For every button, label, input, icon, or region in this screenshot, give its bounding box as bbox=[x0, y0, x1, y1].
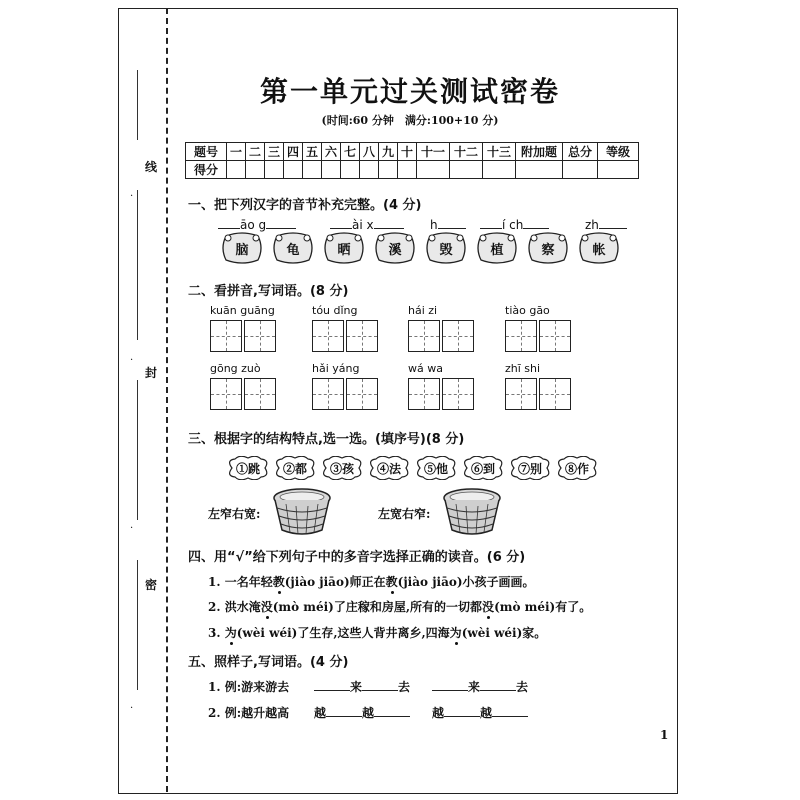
section2-heading: 二、看拼音,写词语。(8 分) bbox=[188, 284, 349, 299]
option-cloud: ②都 bbox=[273, 456, 317, 480]
char-badge: 帐 bbox=[577, 232, 621, 264]
score-header-cell: 总分 bbox=[563, 143, 598, 161]
pinyin-blank-2[interactable]: ài x bbox=[330, 218, 404, 232]
score-input-cell[interactable] bbox=[246, 161, 265, 179]
score-header-cell: 十一 bbox=[417, 143, 450, 161]
pinyin-word-box: gōng zuò bbox=[210, 362, 278, 410]
word-blank[interactable] bbox=[444, 716, 480, 717]
writing-cell[interactable] bbox=[539, 378, 571, 410]
pinyin-choice[interactable]: (mò méi)了庄稼和房屋,所有的一切都 bbox=[272, 600, 483, 614]
binding-dashed-line bbox=[166, 8, 168, 792]
score-header-cell: 十三 bbox=[483, 143, 516, 161]
writing-cell[interactable] bbox=[408, 378, 440, 410]
section5-heading: 五、照样子,写词语。(4 分) bbox=[188, 655, 349, 670]
pinyin-word-box: kuān guāng bbox=[210, 304, 278, 352]
margin-char-feng: 封 bbox=[145, 366, 158, 380]
word-blank[interactable] bbox=[314, 690, 350, 691]
writing-cell[interactable] bbox=[346, 378, 378, 410]
score-input-cell[interactable] bbox=[265, 161, 284, 179]
writing-cell[interactable] bbox=[210, 378, 242, 410]
char-badge: 察 bbox=[526, 232, 570, 264]
pinyin-word-box: wá wa bbox=[408, 362, 476, 410]
score-input-cell[interactable] bbox=[322, 161, 341, 179]
margin-line-name bbox=[137, 70, 138, 140]
example-1: 1. 例:游来游去 来 去 来 去 bbox=[208, 680, 529, 694]
writing-cell[interactable] bbox=[312, 378, 344, 410]
section1-heading: 一、把下列汉字的音节补充完整。(4 分) bbox=[188, 198, 422, 213]
writing-cell[interactable] bbox=[539, 320, 571, 352]
score-header-cell: 五 bbox=[303, 143, 322, 161]
score-table-header-row bbox=[186, 143, 639, 161]
char-badge: 脑 bbox=[220, 232, 264, 264]
pinyin-blank-4[interactable]: í ch bbox=[480, 218, 549, 232]
score-input-cell[interactable] bbox=[516, 161, 563, 179]
pinyin-blank-3[interactable]: h bbox=[430, 218, 466, 232]
score-table-score-row bbox=[186, 161, 639, 179]
score-input-cell[interactable] bbox=[398, 161, 417, 179]
score-input-cell[interactable] bbox=[379, 161, 398, 179]
margin-mark: . bbox=[130, 520, 134, 531]
pinyin-word-box: tiào gāo bbox=[505, 304, 573, 352]
score-header-cell: 九 bbox=[379, 143, 398, 161]
pinyin-blank-5[interactable]: zh bbox=[585, 218, 627, 232]
section4-heading: 四、用“√”给下列句子中的多音字选择正确的读音。(6 分) bbox=[188, 550, 526, 565]
sentence-1: 1. 一名年轻教(jiào jiāo)师正在教(jiào jiāo)小孩子画画。 bbox=[208, 575, 535, 589]
option-cloud: ⑤他 bbox=[414, 456, 458, 480]
writing-cell[interactable] bbox=[210, 320, 242, 352]
score-header-cell: 十二 bbox=[450, 143, 483, 161]
example-2: 2. 例:越升越高 越 越 越 越 bbox=[208, 704, 528, 721]
score-input-cell[interactable] bbox=[227, 161, 246, 179]
score-input-cell[interactable] bbox=[598, 161, 639, 179]
page-number: 1 bbox=[660, 728, 669, 742]
score-input-cell[interactable] bbox=[284, 161, 303, 179]
word-blank[interactable] bbox=[492, 716, 528, 717]
pinyin-choice[interactable]: (jiào jiāo)小孩子画画。 bbox=[397, 575, 535, 589]
word-blank[interactable] bbox=[480, 690, 516, 691]
margin-mark: . bbox=[130, 700, 134, 711]
margin-line-class bbox=[137, 190, 138, 340]
score-header-cell: 三 bbox=[265, 143, 284, 161]
margin-mark: . bbox=[130, 188, 134, 199]
pinyin-word-box: hǎi yáng bbox=[312, 362, 380, 410]
char-badge: 晒 bbox=[322, 232, 366, 264]
page-title: 第一单元过关测试密卷 bbox=[259, 75, 560, 108]
margin-line-number bbox=[137, 560, 138, 690]
score-header-cell: 一 bbox=[227, 143, 246, 161]
pinyin-choice[interactable]: (jiào jiāo)师正在 bbox=[284, 575, 386, 589]
pinyin-choice[interactable]: (wèi wéi)家。 bbox=[461, 626, 547, 640]
margin-char-mi: 密 bbox=[145, 578, 158, 592]
writing-cell[interactable] bbox=[312, 320, 344, 352]
option-cloud: ③孩 bbox=[320, 456, 364, 480]
score-input-cell[interactable] bbox=[360, 161, 379, 179]
left-wide-label: 左宽右窄: bbox=[378, 507, 431, 521]
section3-heading: 三、根据字的结构特点,选一选。(填序号)(8 分) bbox=[188, 432, 465, 447]
margin-char-xian: 线 bbox=[145, 160, 158, 174]
score-table bbox=[185, 142, 639, 179]
score-input-cell[interactable] bbox=[450, 161, 483, 179]
writing-cell[interactable] bbox=[505, 378, 537, 410]
score-input-cell[interactable] bbox=[563, 161, 598, 179]
basket-icon[interactable] bbox=[440, 486, 504, 538]
score-header-cell: 六 bbox=[322, 143, 341, 161]
score-header-cell: 八 bbox=[360, 143, 379, 161]
left-narrow-label: 左窄右宽: bbox=[208, 507, 261, 521]
word-blank[interactable] bbox=[374, 716, 410, 717]
word-blank[interactable] bbox=[326, 716, 362, 717]
char-badge: 溪 bbox=[373, 232, 417, 264]
option-cloud: ①跳 bbox=[226, 456, 270, 480]
pinyin-blank-1[interactable]: āo g bbox=[218, 218, 296, 232]
basket-icon[interactable] bbox=[270, 486, 334, 538]
score-input-cell[interactable] bbox=[417, 161, 450, 179]
option-cloud: ⑥到 bbox=[461, 456, 505, 480]
writing-cell[interactable] bbox=[346, 320, 378, 352]
score-header-cell: 二 bbox=[246, 143, 265, 161]
score-header-cell: 七 bbox=[341, 143, 360, 161]
score-header-cell: 题号 bbox=[186, 143, 227, 161]
word-blank[interactable] bbox=[432, 690, 468, 691]
score-header-cell: 十 bbox=[398, 143, 417, 161]
writing-cell[interactable] bbox=[244, 378, 276, 410]
pinyin-choice[interactable]: (mò méi)有了。 bbox=[494, 600, 592, 614]
writing-cell[interactable] bbox=[505, 320, 537, 352]
score-header-cell: 等级 bbox=[598, 143, 639, 161]
margin-line-school bbox=[137, 380, 138, 520]
score-input-cell[interactable] bbox=[303, 161, 322, 179]
pinyin-word-box: tóu dǐng bbox=[312, 304, 380, 352]
score-header-cell: 四 bbox=[284, 143, 303, 161]
pinyin-word-box: hái zi bbox=[408, 304, 476, 352]
score-input-cell[interactable] bbox=[483, 161, 516, 179]
char-badge: 毁 bbox=[424, 232, 468, 264]
option-cloud: ④法 bbox=[367, 456, 411, 480]
score-row-label: 得分 bbox=[186, 161, 227, 179]
writing-cell[interactable] bbox=[408, 320, 440, 352]
pinyin-word-box: zhī shi bbox=[505, 362, 573, 410]
margin-mark: . bbox=[130, 352, 134, 363]
score-header-cell: 附加题 bbox=[516, 143, 563, 161]
pinyin-choice[interactable]: (wèi wéi)了生存,这些人背井离乡,四海 bbox=[236, 626, 450, 640]
option-cloud: ⑧作 bbox=[555, 456, 599, 480]
score-input-cell[interactable] bbox=[341, 161, 360, 179]
sentence-3: 3. 为(wèi wéi)了生存,这些人背井离乡,四海为(wèi wéi)家。 bbox=[208, 626, 547, 640]
word-blank[interactable] bbox=[362, 690, 398, 691]
exam-info: (时间:60 分钟 满分:100+10 分) bbox=[321, 114, 499, 127]
sentence-2: 2. 洪水淹没(mò méi)了庄稼和房屋,所有的一切都没(mò méi)有了。 bbox=[208, 600, 592, 614]
writing-cell[interactable] bbox=[442, 320, 474, 352]
writing-cell[interactable] bbox=[244, 320, 276, 352]
char-badge: 植 bbox=[475, 232, 519, 264]
writing-cell[interactable] bbox=[442, 378, 474, 410]
option-cloud: ⑦别 bbox=[508, 456, 552, 480]
char-badge: 龟 bbox=[271, 232, 315, 264]
